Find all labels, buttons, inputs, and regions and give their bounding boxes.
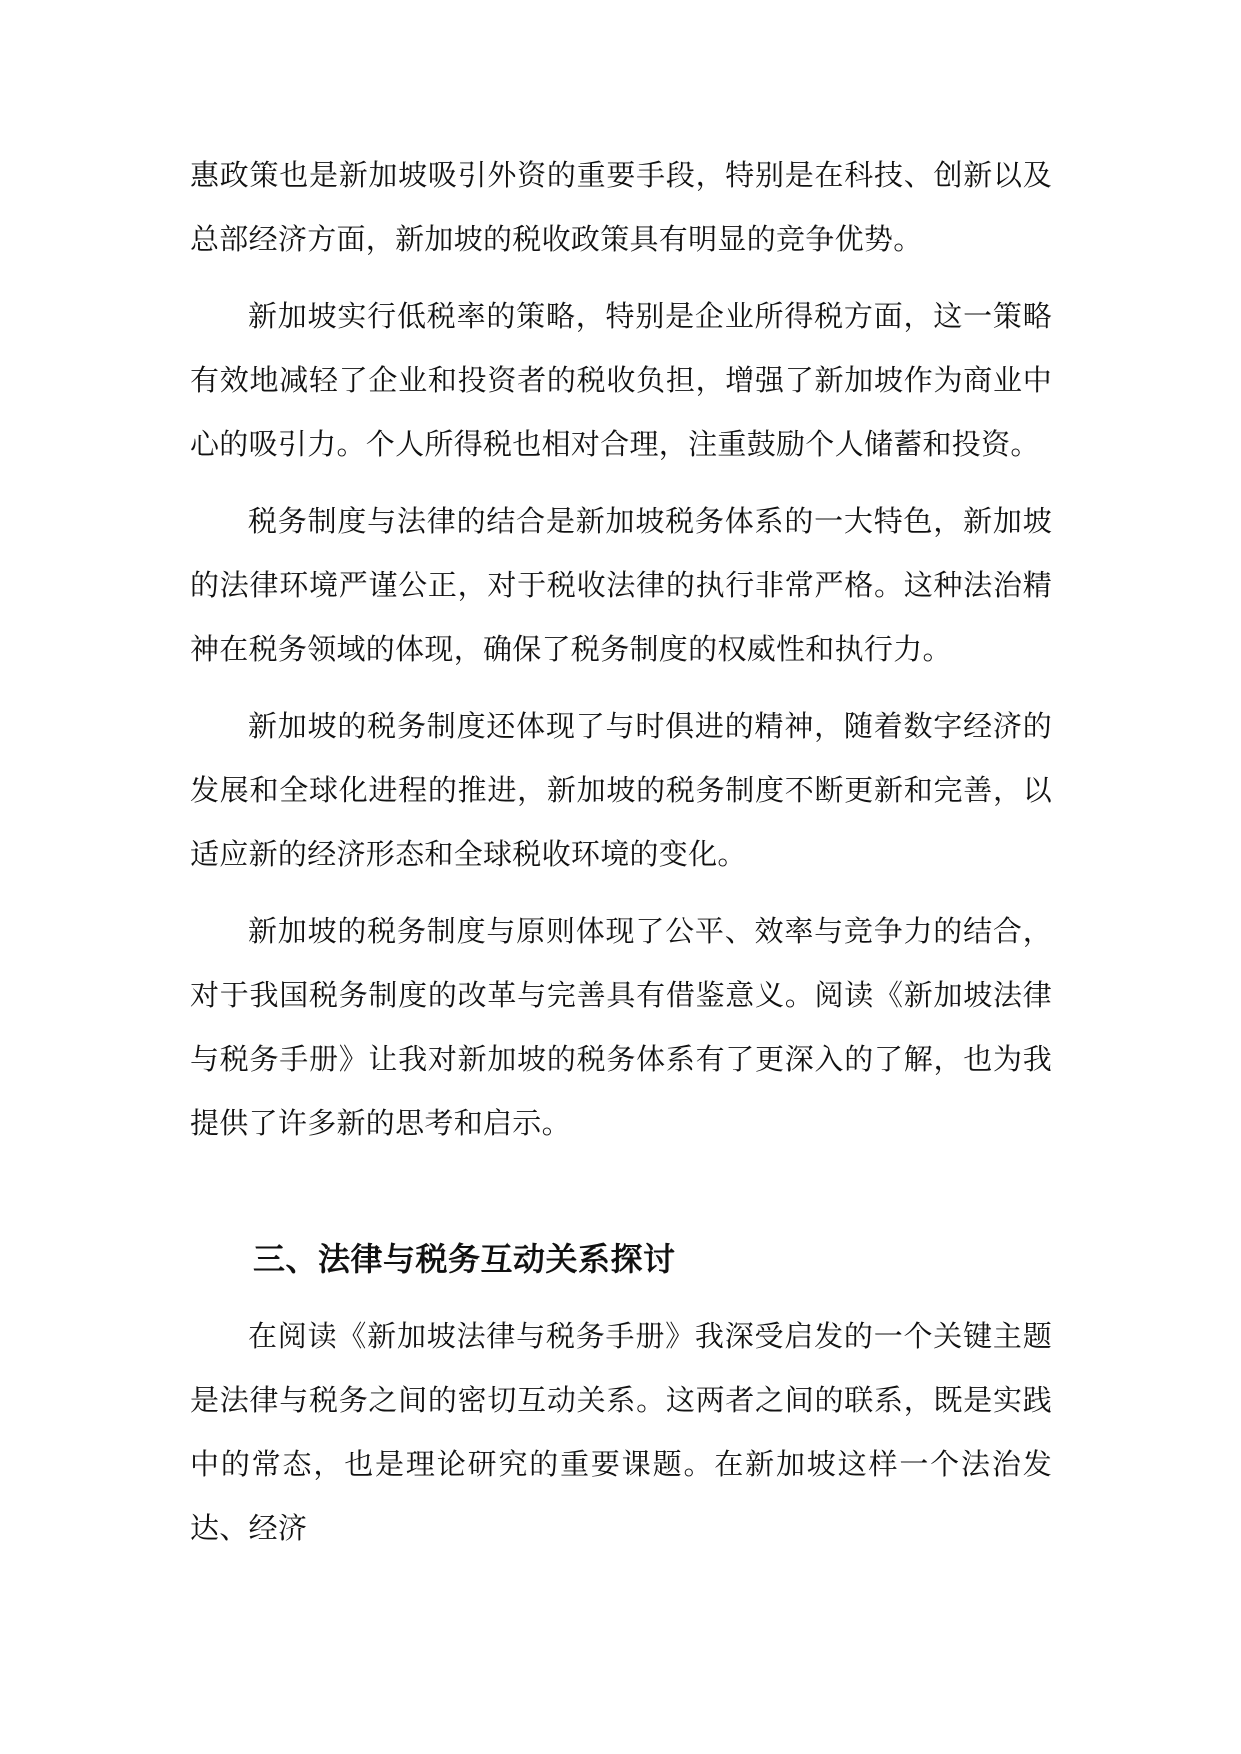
paragraph-3: 税务制度与法律的结合是新加坡税务体系的一大特色，新加坡的法律环境严谨公正，对于税收法律的执行非常严格。这种法治精神在税务领域的体现，确保了税务制度的权威性和执行力。 [190,504,1052,666]
paragraph-1: 惠政策也是新加坡吸引外资的重要手段，特别是在科技、创新以及总部经济方面，新加坡的税收政策具有明显的竞争优势。 [190,158,1052,256]
paragraph-4: 新加坡的税务制度还体现了与时俱进的精神，随着数字经济的发展和全球化进程的推进，新加坡的税务制度不断更新和完善，以适应新的经济形态和全球税收环境的变化。 [190,709,1052,871]
paragraph-5: 新加坡的税务制度与原则体现了公平、效率与竞争力的结合，对于我国税务制度的改革与完善具有借鉴意义。阅读《新加坡法律与税务手册》让我对新加坡的税务体系有了更深入的了解，也为我提供了许多新的思考和启示。 [190,914,1052,1140]
section-heading: 三、法律与税务互动关系探讨 [253,1240,676,1278]
page-content [190,143,1052,1573]
paragraph-2: 新加坡实行低税率的策略，特别是企业所得税方面，这一策略有效地减轻了企业和投资者的税收负担，增强了新加坡作为商业中心的吸引力。个人所得税也相对合理，注重鼓励个人储蓄和投资。 [190,299,1052,461]
paragraph-6: 在阅读《新加坡法律与税务手册》我深受启发的一个关键主题是法律与税务之间的密切互动关系。这两者之间的联系，既是实践中的常态，也是理论研究的重要课题。在新加坡这样一个法治发达、经济 [190,1319,1052,1545]
